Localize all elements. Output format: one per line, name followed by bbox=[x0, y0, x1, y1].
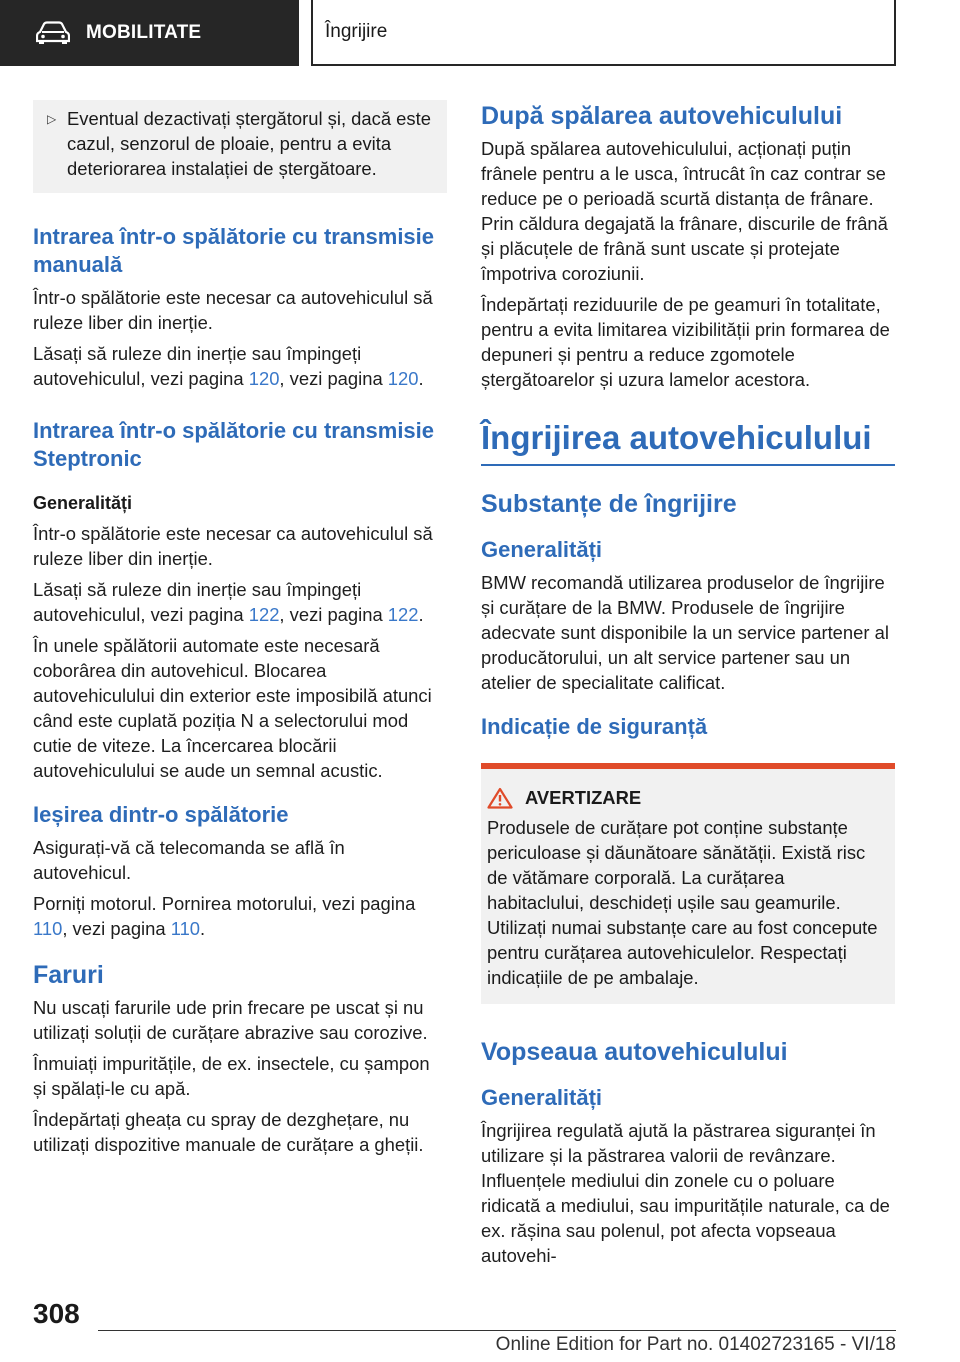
paragraph: Lăsați să ruleze din inerție sau împingeți autovehiculul, vezi pagina 120, vezi pagina 120. bbox=[33, 343, 424, 389]
section-title-steptronic-wash: Intrarea într-o spălătorie cu transmisie Steptronic bbox=[33, 418, 435, 471]
footer-edition: Online Edition for Part no. 01402723165 - VI/18 bbox=[495, 1334, 896, 1355]
subsection-title: Generalități bbox=[33, 493, 133, 513]
paragraph: Într-o spălătorie este necesar ca autovehiculul să ruleze liber din inerție. bbox=[33, 287, 433, 333]
warning-box bbox=[481, 763, 895, 1004]
paragraph: Nu uscați farurile ude prin frecare pe uscat și nu utilizați soluții de curățare abrazive sau corozive. bbox=[33, 997, 428, 1043]
paragraph: Asigurați-vă că telecomanda se află în autovehicul. bbox=[33, 837, 345, 883]
page-link[interactable]: 110 bbox=[170, 918, 201, 939]
page-link[interactable]: 120 bbox=[387, 368, 419, 389]
chapter-tab bbox=[311, 0, 896, 66]
section-title-after-wash: După spălarea autovehiculului bbox=[481, 102, 843, 130]
right-column bbox=[481, 100, 895, 1274]
page-link[interactable]: 122 bbox=[248, 604, 280, 625]
page-header bbox=[0, 0, 960, 66]
paragraph: Îngrijirea regulată ajută la păstrarea siguranței în utilizare și la păstrarea valorii de revânzare. Influențele mediului din zonele cu o poluare ridicată a mediului, sau impuritățile naturale, ca de ex. rășina sau polenul, pot afecta vopseaua autovehi- bbox=[481, 1120, 890, 1266]
section-title-exit-wash: Ieșirea dintr-o spălătorie bbox=[33, 802, 289, 827]
chapter-title: Îngrijirea autovehiculului bbox=[481, 418, 895, 466]
section-tab bbox=[0, 0, 299, 66]
intro-note-text: Eventual dezactivați ștergătorul și, dacă este cazul, senzorul de ploaie, pentru a evita deteriorarea instalației de ștergătoare. bbox=[67, 108, 431, 179]
page-link[interactable]: 110 bbox=[33, 918, 63, 939]
paragraph: Îndepărtați reziduurile de pe geamuri în totalitate, pentru a evita limitarea vizibilității prin formarea de depuneri și pentru a reduce zgomotele ștergătoarelor și uzura lamelor acestora. bbox=[481, 294, 890, 390]
subsection-title-safety: Indicație de siguranță bbox=[481, 714, 708, 739]
subsection-title: Generalități bbox=[481, 537, 603, 562]
left-column bbox=[33, 100, 447, 1163]
triangle-bullet-icon: ▷ bbox=[47, 112, 57, 126]
section-title-manual-wash: Intrarea într-o spălătorie cu transmisie manuală bbox=[33, 224, 435, 277]
section-title-care-products: Substanțe de îngrijire bbox=[481, 490, 737, 518]
paragraph: Într-o spălătorie este necesar ca autovehiculul să ruleze liber din inerție. bbox=[33, 523, 433, 569]
warning-triangle-icon bbox=[487, 787, 513, 809]
warning-title: AVERTIZARE bbox=[525, 787, 642, 808]
page-link[interactable]: 120 bbox=[248, 368, 280, 389]
section-label: MOBILITATE bbox=[86, 22, 202, 43]
subsection-title: Generalități bbox=[481, 1085, 603, 1110]
paragraph: Porniți motorul. Pornirea motorului, vezi pagina 110, vezi pagina 110. bbox=[33, 893, 416, 939]
section-title-headlights: Faruri bbox=[33, 961, 104, 989]
paragraph: Lăsați să ruleze din inerție sau împingeți autovehiculul, vezi pagina 122, vezi pagina 122. bbox=[33, 579, 424, 625]
paragraph: În unele spălătorii automate este necesară coborârea din autovehicul. Blocarea autovehiculului din exterior este imposibilă atunci când este cuplată poziția N a selectorului mod cutie de viteze. La încercarea blocării autovehiculului se aude un semnal acustic. bbox=[33, 635, 432, 781]
paragraph: Îndepărtați gheața cu spray de dezghețare, nu utilizați dispozitive manuale de curățare a gheții. bbox=[33, 1109, 424, 1155]
intro-note bbox=[33, 100, 447, 193]
paragraph: După spălarea autovehiculului, acționați puțin frânele pentru a le usca, întrucât în caz contrar se reduce pe o perioadă scurtă distanța de frânare. Prin căldura degajată la frânare, discurile de frână și plăcuțele de frână sunt uscate și protejate împotriva coroziunii. bbox=[481, 138, 888, 284]
chapter-label: Îngrijire bbox=[325, 21, 388, 42]
warning-text: Produsele de curățare pot conține substanțe periculoase și dăunătoare sănătății. Există risc de vătămare corporală. La curățarea habitaclului, deschideți ușile sau geamurile. Utilizați numai substanțe care au fost concepute pentru curățarea autovehiculelor. Respectați indicațiile de pe ambalaje. bbox=[487, 817, 878, 988]
paragraph: BMW recomandă utilizarea produselor de îngrijire și curățare de la BMW. Produsele de îngrijire adecvate sunt disponibile la un service partener al producătorului, un alt service partener sau un atelier de specialitate calificat. bbox=[481, 572, 889, 693]
car-icon bbox=[36, 21, 70, 45]
footer-divider bbox=[98, 1330, 896, 1331]
section-title-paint: Vopseaua autovehiculului bbox=[481, 1038, 788, 1066]
paragraph: Înmuiați impuritățile, de ex. insectele, cu șampon și spălați-le cu apă. bbox=[33, 1053, 430, 1099]
page-number: 308 bbox=[33, 1298, 80, 1329]
page-link[interactable]: 122 bbox=[387, 604, 419, 625]
